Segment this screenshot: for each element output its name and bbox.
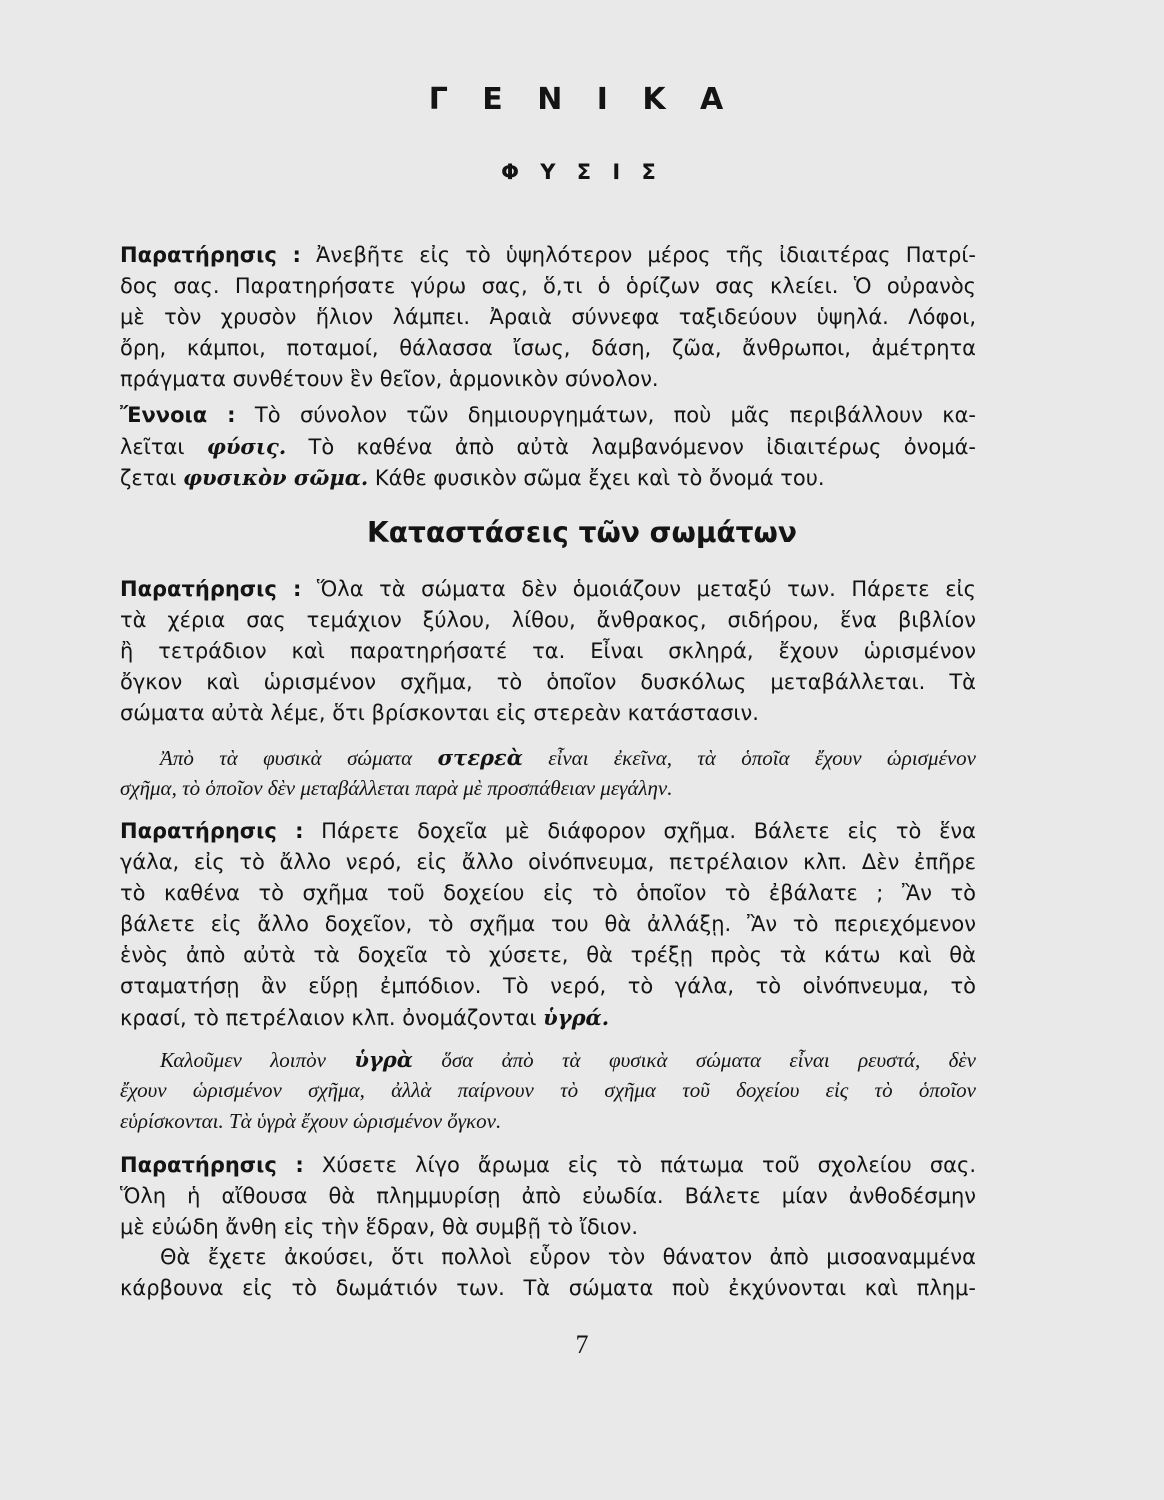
term-solids: στερεὰ [437, 745, 523, 770]
text-line: ὄγκον καὶ ὡρισμένον σχῆμα, τὸ ὁποῖον δυσκόλως μεταβάλλεται. Τὰ [120, 670, 976, 694]
text-line: Ἀνεβῆτε εἰς τὸ ὑψηλότερον μέρος τῆς ἰδιαιτέρας Πατρί- [300, 243, 976, 267]
text-line: Πάρετε δοχεῖα μὲ διάφορον σχῆμα. Βάλετε εἰς τὸ ἕνα [303, 819, 976, 843]
observation-label: Παρατήρησις : [120, 819, 304, 843]
text-fragment: Καλοῦμεν λοιπὸν [160, 1048, 355, 1072]
chapter-subtitle: Φ Υ Σ Ι Σ [501, 160, 663, 184]
page-number: 7 [575, 1330, 589, 1359]
text-fragment: εἶναι ἐκεῖνα, τὰ ὁποῖα ἔχουν ὡρισμένον [522, 746, 976, 770]
text-line: Θὰ ἔχετε ἀκούσει, ὅτι πολλοὶ εὗρον τὸν θάνατον ἀπὸ μισοαναμμένα [160, 1245, 976, 1269]
text-line: Χύσετε λίγο ἄρωμα εἰς τὸ πάτωμα τοῦ σχολείου σας. [303, 1153, 976, 1177]
text-fragment: Ἀπὸ τὰ φυσικὰ σώματα [160, 746, 438, 770]
paragraph-continuation [120, 1242, 976, 1304]
text-line: σώματα αὐτὰ λέμε, ὅτι βρίσκονται εἰς στερεὰν κατάστασιν. [120, 701, 759, 725]
definition-solids [120, 742, 976, 804]
text-line: κάρβουνα εἰς τὸ δωμάτιόν των. Τὰ σώματα ποὺ ἐκχύνονται καὶ πλημ- [120, 1276, 976, 1300]
concept-label: Ἔννοια : [120, 403, 236, 427]
text-fragment: ζεται [120, 466, 184, 490]
text-line: εὑρίσκονται. Τὰ ὑγρὰ ἔχουν ὡρισμένον ὄγκον. [120, 1109, 502, 1133]
text-line: βάλετε εἰς ἄλλο δοχεῖον, τὸ σχῆμα του θὰ ἀλλάξῃ. Ἂν τὸ περιεχόμενον [120, 912, 976, 936]
observation-label: Παρατήρησις : [120, 1153, 304, 1177]
text-line: Ὅλα τὰ σώματα δὲν ὁμοιάζουν μεταξύ των. Πάρετε εἰς [301, 577, 976, 601]
text-fragment: Κάθε φυσικὸν σῶμα ἔχει καὶ τὸ ὄνομά του. [368, 466, 825, 490]
term-physis: φύσις. [206, 434, 287, 459]
paragraph-observation-1 [120, 240, 976, 395]
text-line: σχῆμα, τὸ ὁποῖον δὲν μεταβάλλεται παρὰ μὲ προσπάθειαν μεγάλην. [120, 776, 673, 800]
text-line: ἔχουν ὡρισμένον σχῆμα, ἀλλὰ παίρνουν τὸ σχῆμα τοῦ δοχείου εἰς τὸ ὁποῖον [120, 1078, 976, 1102]
term-liquids: ὑγρὰ [354, 1047, 413, 1072]
text-fragment: Τὸ καθένα ἀπὸ αὐτὰ λαμβανόμενον ἰδιαιτέρως ὀνομά- [286, 435, 976, 459]
text-line: δος σας. Παρατηρήσατε γύρω σας, ὅ,τι ὁ ὁρίζων σας κλείει. Ὁ οὐρανὸς [120, 274, 976, 298]
text-line: Ὅλη ἡ αἴθουσα θὰ πλημμυρίσῃ ἀπὸ εὐωδία. Βάλετε μίαν ἀνθοδέσμην [120, 1184, 976, 1208]
paragraph-concept [120, 400, 976, 493]
text-line: ἢ τετράδιον καὶ παρατηρήσατέ τα. Εἶναι σκληρά, ἔχουν ὡρισμένον [120, 639, 976, 663]
term-liquids: ὑγρά. [543, 1005, 610, 1030]
chapter-title: Γ Ε Ν Ι Κ Α [428, 82, 736, 117]
text-fragment: κρασί, τὸ πετρέλαιον κλπ. ὀνομάζονται [120, 1006, 544, 1030]
section-heading: Καταστάσεις τῶν σωμάτων [367, 516, 797, 549]
paragraph-observation-4 [120, 1150, 976, 1243]
text-line: ὄρη, κάμποι, ποταμοί, θάλασσα ἴσως, δάση, ζῶα, ἄνθρωποι, ἀμέτρητα [120, 336, 976, 360]
observation-label: Παρατήρησις : [120, 577, 302, 601]
text-fragment: λεῖται [120, 435, 207, 459]
paragraph-observation-3 [120, 816, 976, 1033]
text-line: γάλα, εἰς τὸ ἄλλο νερό, εἰς ἄλλο οἰνόπνευμα, πετρέλαιον κλπ. Δὲν ἐπῆρε [120, 850, 976, 874]
text-fragment: ὅσα ἀπὸ τὰ φυσικὰ σώματα εἶναι ρευστά, δὲν [412, 1048, 976, 1072]
text-line: τὰ χέρια σας τεμάχιον ξύλου, λίθου, ἄνθρακος, σιδήρου, ἕνα βιβλίον [120, 608, 976, 632]
text-line: ἑνὸς ἀπὸ αὐτὰ τὰ δοχεῖα τὸ χύσετε, θὰ τρέξῃ πρὸς τὰ κάτω καὶ θὰ [120, 943, 976, 967]
observation-label: Παρατήρησις : [120, 243, 301, 267]
term-physical-body: φυσικὸν σῶμα. [183, 465, 369, 490]
text-line: μὲ εὐώδη ἄνθη εἰς τὴν ἕδραν, θὰ συμβῇ τὸ ἴδιον. [120, 1215, 639, 1239]
text-line: Τὸ σύνολον τῶν δημιουργημάτων, ποὺ μᾶς περιβάλλουν κα- [235, 403, 976, 427]
definition-liquids [120, 1044, 976, 1137]
text-line: σταματήσῃ ἂν εὕρῃ ἐμπόδιον. Τὸ νερό, τὸ γάλα, τὸ οἰνόπνευμα, τὸ [120, 974, 976, 998]
paragraph-observation-2 [120, 574, 976, 729]
text-line: πράγματα συνθέτουν ἓν θεῖον, ἁρμονικὸν σύνολον. [120, 367, 659, 391]
text-line: μὲ τὸν χρυσὸν ἥλιον λάμπει. Ἀραιὰ σύννεφα ταξιδεύουν ὑψηλά. Λόφοι, [120, 305, 976, 329]
text-line: τὸ καθένα τὸ σχῆμα τοῦ δοχείου εἰς τὸ ὁποῖον τὸ ἐβάλατε ; Ἂν τὸ [120, 881, 976, 905]
